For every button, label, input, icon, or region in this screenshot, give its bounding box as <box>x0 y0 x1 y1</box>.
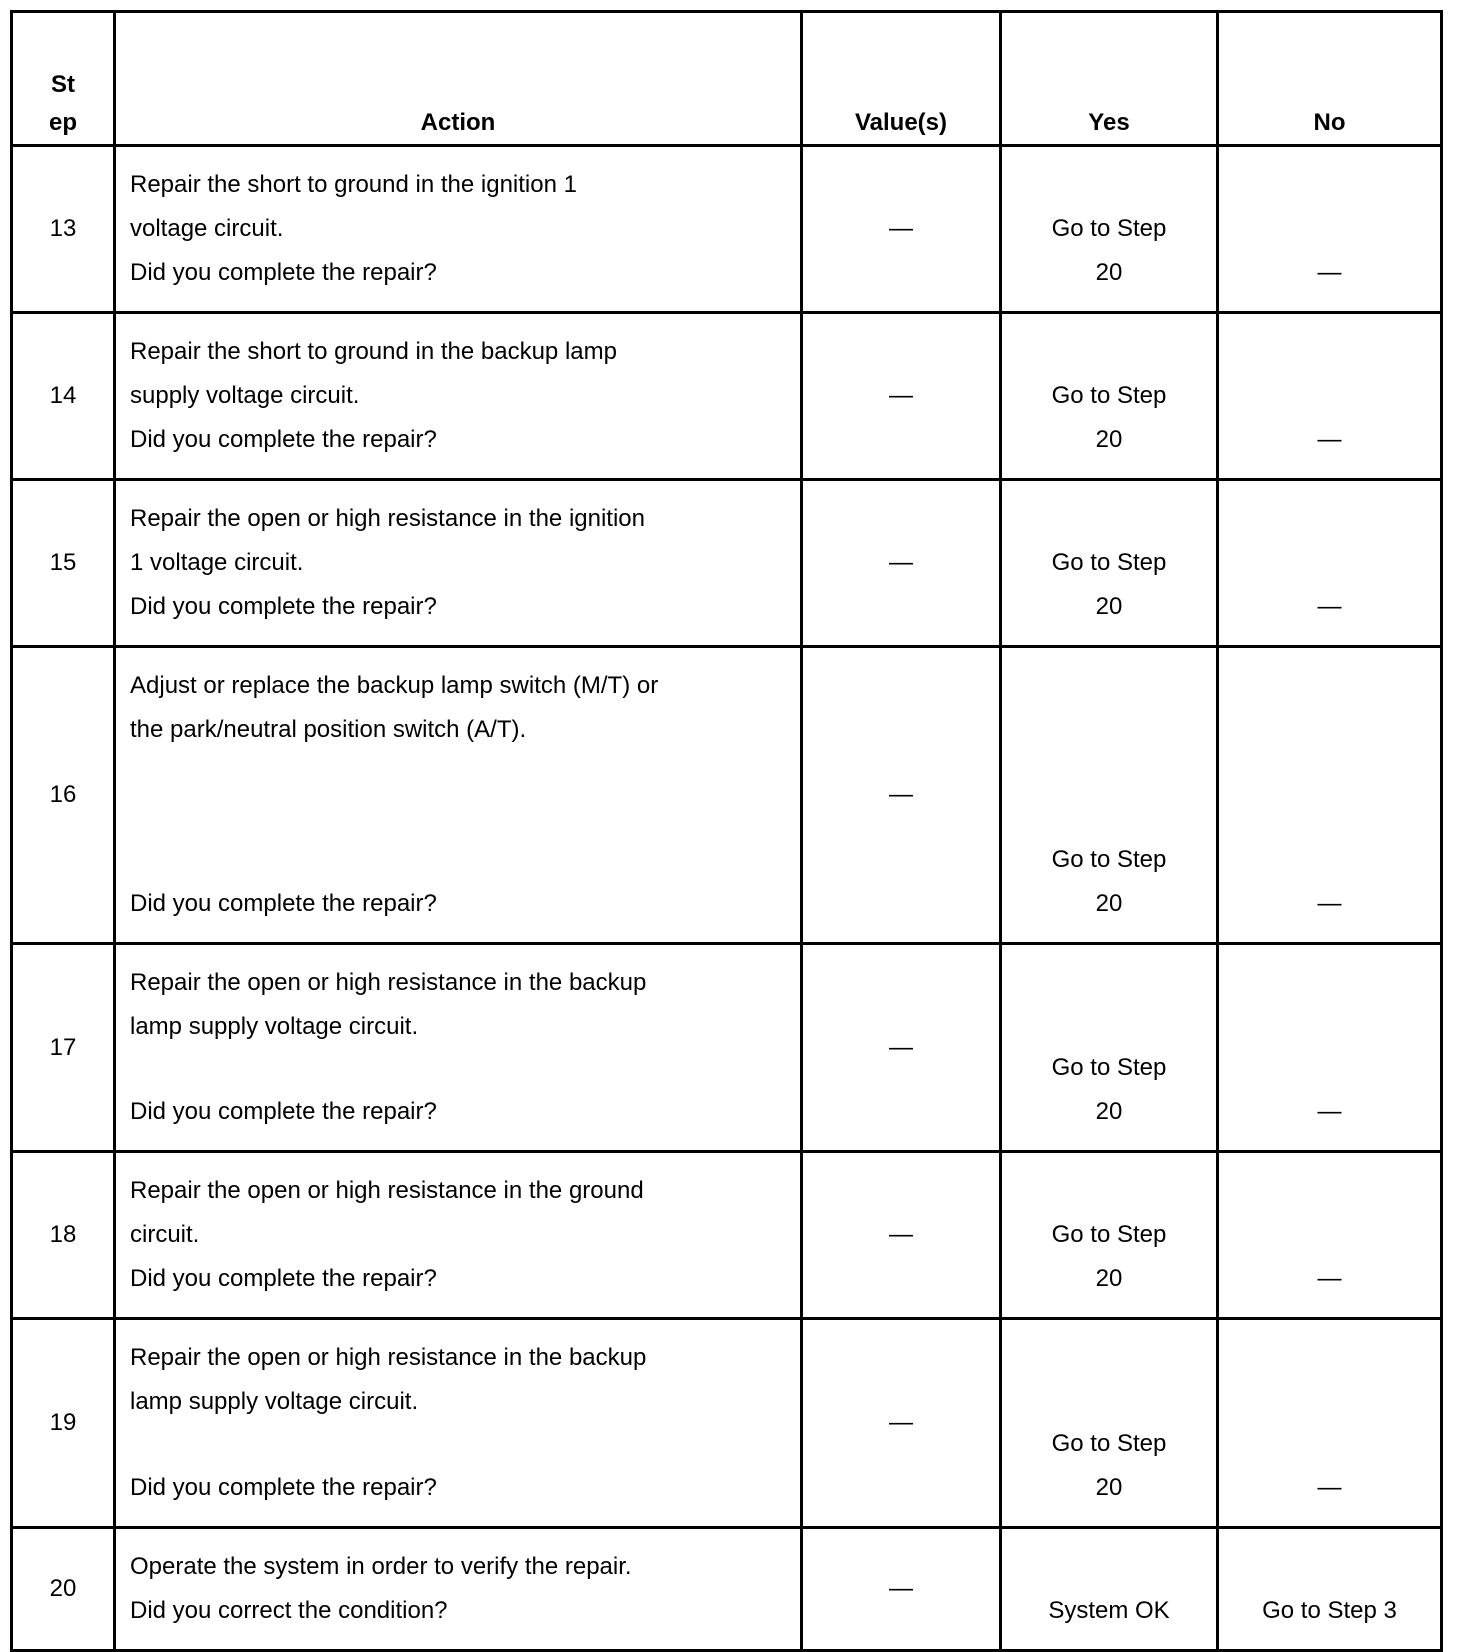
action-question: Did you complete the repair? <box>130 426 437 453</box>
yes-line2: 20 <box>1095 1098 1123 1125</box>
step-number: 14 <box>12 313 115 480</box>
action-question: Did you complete the repair? <box>130 1098 437 1125</box>
header-step-line2: ep <box>48 109 77 136</box>
yes-cell <box>1001 1528 1218 1651</box>
table-row <box>12 647 1442 944</box>
header-step <box>12 12 115 146</box>
action-line: Repair the open or high resistance in the ignition <box>130 505 645 532</box>
yes-cell <box>1001 1319 1218 1528</box>
action-cell <box>115 944 802 1152</box>
no-cell: — <box>1218 146 1442 313</box>
action-line: Adjust or replace the backup lamp switch (M/T) or <box>130 672 659 699</box>
action-line: lamp supply voltage circuit. <box>130 1013 419 1040</box>
yes-cell <box>1001 480 1218 647</box>
yes-cell <box>1001 146 1218 313</box>
yes-cell <box>1001 1152 1218 1319</box>
yes-cell <box>1001 647 1218 944</box>
action-line: Repair the open or high resistance in the ground <box>130 1177 644 1204</box>
action-line: lamp supply voltage circuit. <box>130 1388 419 1415</box>
table-row <box>12 1319 1442 1528</box>
action-line: Operate the system in order to verify the repair. <box>130 1553 632 1580</box>
value-cell: — <box>802 1319 1001 1528</box>
step-number: 18 <box>12 1152 115 1319</box>
value-cell: — <box>802 944 1001 1152</box>
diagnostic-table <box>10 10 1443 1652</box>
yes-line1: Go to Step <box>1051 1221 1167 1248</box>
no-cell: Go to Step 3 <box>1218 1528 1442 1651</box>
action-cell <box>115 1528 802 1651</box>
value-cell: — <box>802 480 1001 647</box>
no-cell: — <box>1218 944 1442 1152</box>
yes-line1: Go to Step <box>1051 1054 1167 1081</box>
step-number: 16 <box>12 647 115 944</box>
value-cell: — <box>802 1528 1001 1651</box>
action-cell <box>115 1152 802 1319</box>
yes-line1: Go to Step <box>1051 215 1167 242</box>
header-step-line1: St <box>51 71 75 98</box>
table-row <box>12 1152 1442 1319</box>
no-cell: — <box>1218 480 1442 647</box>
yes-cell <box>1001 944 1218 1152</box>
action-question: Did you complete the repair? <box>130 1265 437 1292</box>
yes-line2: 20 <box>1095 593 1123 620</box>
value-cell: — <box>802 146 1001 313</box>
action-cell <box>115 480 802 647</box>
action-line: circuit. <box>130 1221 200 1248</box>
step-number: 19 <box>12 1319 115 1528</box>
step-number: 13 <box>12 146 115 313</box>
step-number: 17 <box>12 944 115 1152</box>
no-cell: — <box>1218 1319 1442 1528</box>
step-number: 20 <box>12 1528 115 1651</box>
yes-line1: System OK <box>1048 1597 1170 1624</box>
action-question: Did you complete the repair? <box>130 259 437 286</box>
action-line: supply voltage circuit. <box>130 382 360 409</box>
yes-line2: 20 <box>1095 426 1123 453</box>
yes-cell <box>1001 313 1218 480</box>
yes-line1: Go to Step <box>1051 549 1167 576</box>
action-line: Repair the open or high resistance in the backup <box>130 1344 647 1371</box>
no-cell: — <box>1218 313 1442 480</box>
header-action: Action <box>115 12 802 146</box>
action-line: the park/neutral position switch (A/T). <box>130 716 527 743</box>
yes-line2: 20 <box>1095 1474 1123 1501</box>
table-row <box>12 944 1442 1152</box>
action-line: Repair the short to ground in the backup lamp <box>130 338 617 365</box>
action-line: Repair the short to ground in the ignition 1 <box>130 171 577 198</box>
action-question: Did you complete the repair? <box>130 593 437 620</box>
yes-line2: 20 <box>1095 890 1123 917</box>
action-cell <box>115 1319 802 1528</box>
action-line: Repair the open or high resistance in the backup <box>130 969 647 996</box>
table-row <box>12 313 1442 480</box>
header-yes: Yes <box>1001 12 1218 146</box>
table-row <box>12 480 1442 647</box>
action-cell <box>115 313 802 480</box>
action-line: voltage circuit. <box>130 215 284 242</box>
action-question: Did you complete the repair? <box>130 1474 437 1501</box>
action-question: Did you correct the condition? <box>130 1597 448 1624</box>
no-cell: — <box>1218 1152 1442 1319</box>
table-row <box>12 146 1442 313</box>
yes-line1: Go to Step <box>1051 382 1167 409</box>
action-cell <box>115 647 802 944</box>
action-cell <box>115 146 802 313</box>
header-row <box>12 12 1442 146</box>
action-line: 1 voltage circuit. <box>130 549 304 576</box>
header-no: No <box>1218 12 1442 146</box>
value-cell: — <box>802 313 1001 480</box>
yes-line1: Go to Step <box>1051 1430 1167 1457</box>
step-number: 15 <box>12 480 115 647</box>
header-values: Value(s) <box>802 12 1001 146</box>
value-cell: — <box>802 1152 1001 1319</box>
table-row <box>12 1528 1442 1651</box>
yes-line1: Go to Step <box>1051 846 1167 873</box>
yes-line2: 20 <box>1095 259 1123 286</box>
action-question: Did you complete the repair? <box>130 890 437 917</box>
no-cell: — <box>1218 647 1442 944</box>
value-cell: — <box>802 647 1001 944</box>
yes-line2: 20 <box>1095 1265 1123 1292</box>
